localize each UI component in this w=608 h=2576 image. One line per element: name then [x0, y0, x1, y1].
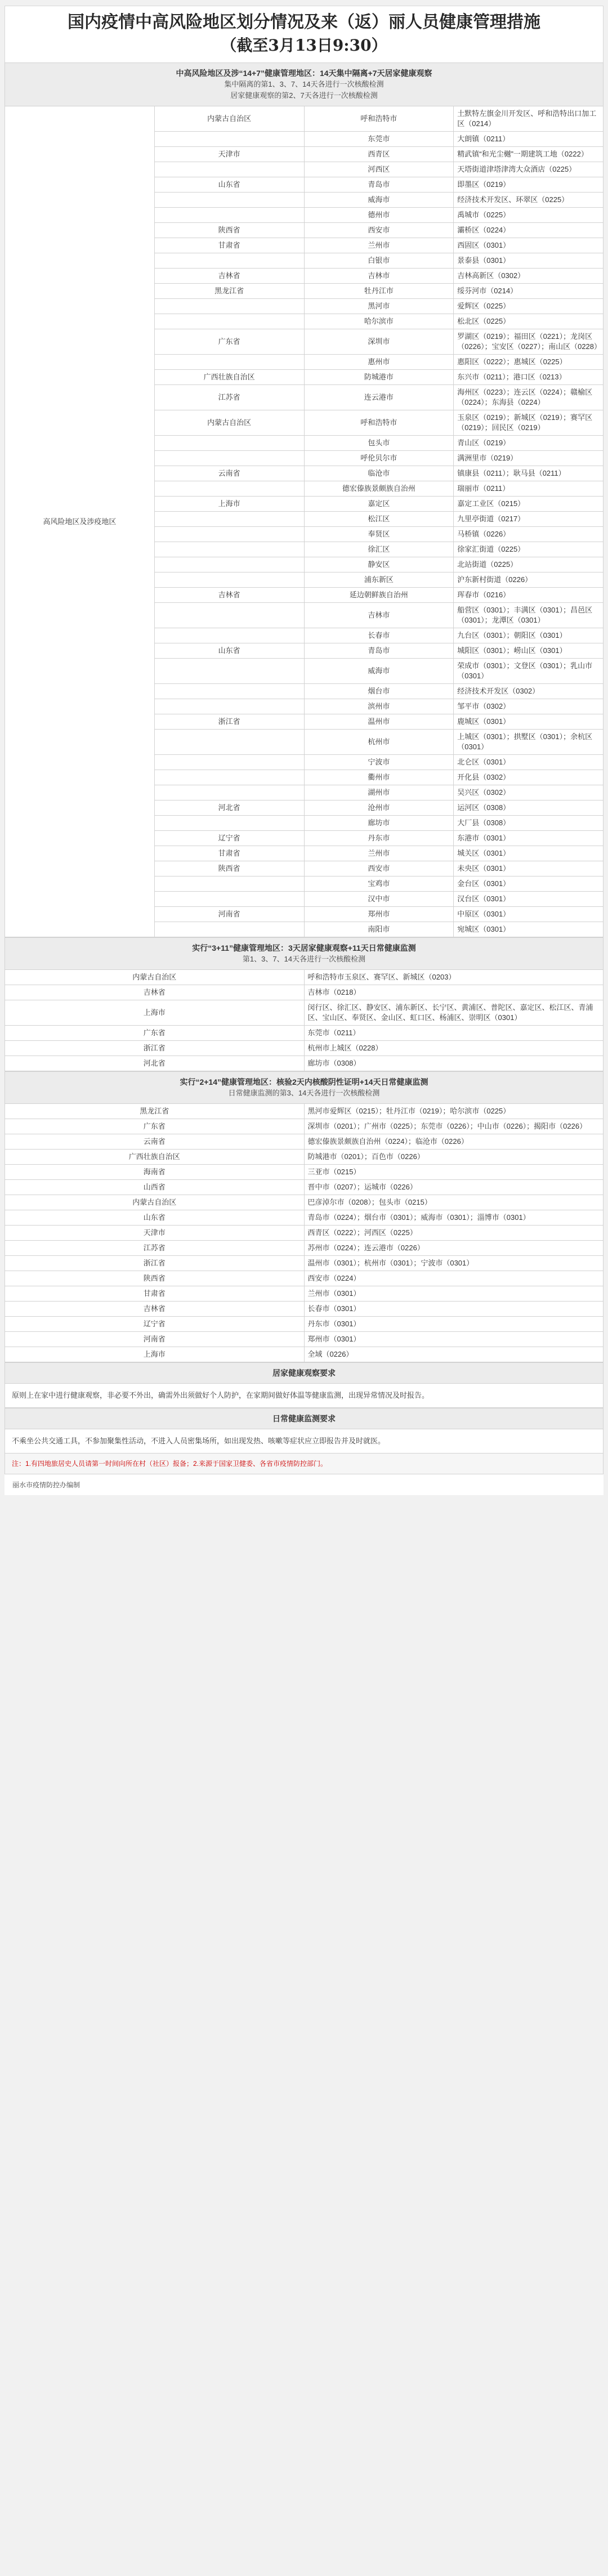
city-cell: 呼伦贝尔市 — [304, 451, 454, 466]
city-cell: 长春市 — [304, 628, 454, 643]
province-cell: 天津市 — [5, 1226, 305, 1241]
province-cell: 广东省 — [154, 329, 304, 355]
province-cell: 甘肃省 — [154, 846, 304, 861]
city-cell: 吉林市 — [304, 603, 454, 628]
district-cell: 景泰县（0301） — [454, 253, 603, 269]
district-cell: 爱辉区（0225） — [454, 299, 603, 314]
area-cell: 晋中市（0207）；运城市（0226） — [304, 1180, 603, 1195]
daily-monitoring-text: 不乘坐公共交通工具，不参加聚集性活动，不进入人员密集场所，如出现发热、咳嗽等症状应立即报告并及时就医。 — [5, 1429, 603, 1454]
province-cell: 广西壮族自治区 — [5, 1150, 305, 1165]
city-cell: 嘉定区 — [304, 497, 454, 512]
district-cell: 镇康县（0211）；耿马县（0211） — [454, 466, 603, 481]
city-cell: 防城港市 — [304, 370, 454, 385]
district-cell: 东港市（0301） — [454, 831, 603, 846]
home-observation-text: 原则上在家中进行健康观察，非必要不外出，确需外出须做好个人防护，在家期间做好体温等健康监测，出现异常情况及时报告。 — [5, 1384, 603, 1408]
table-row — [5, 1000, 603, 1026]
district-cell: 沪东新村街道（0226） — [454, 573, 603, 588]
district-cell: 天塔街道津塔津湾大众酒店（0225） — [454, 162, 603, 177]
city-cell: 徐汇区 — [304, 542, 454, 557]
city-cell: 包头市 — [304, 436, 454, 451]
area-cell: 全域（0226） — [304, 1347, 603, 1362]
province-cell: 云南省 — [154, 466, 304, 481]
province-cell: 山东省 — [154, 177, 304, 193]
district-cell: 精武镇“和光尘樾”一期建筑工地（0222） — [454, 147, 603, 162]
city-cell: 兰州市 — [304, 846, 454, 861]
city-cell: 衢州市 — [304, 770, 454, 785]
province-cell: 浙江省 — [5, 1256, 305, 1271]
section2-header: 实行“3+11”健康管理地区：3天居家健康观察+11天日常健康监测 第1、3、7、14天各进行一次核酸检测 — [5, 938, 603, 970]
city-cell: 湖州市 — [304, 785, 454, 800]
table-row — [5, 970, 603, 985]
province-cell: 广东省 — [5, 1119, 305, 1134]
province-cell: 河南省 — [5, 1332, 305, 1347]
city-cell: 威海市 — [304, 659, 454, 684]
table-row — [5, 1317, 603, 1332]
city-cell: 静安区 — [304, 557, 454, 573]
district-cell: 珲春市（0216） — [454, 588, 603, 603]
section3-header: 实行“2+14”健康管理地区：核验2天内核酸阴性证明+14天日常健康监测 日常健康监测的第3、14天各进行一次核酸检测 — [5, 1072, 603, 1104]
province-cell: 广西壮族自治区 — [154, 370, 304, 385]
district-cell: 玉泉区（0219）；新城区（0219）；赛罕区（0219）；回民区（0219） — [454, 410, 603, 436]
city-cell: 吉林市 — [304, 269, 454, 284]
province-cell — [154, 253, 304, 269]
table-row — [5, 1119, 603, 1134]
city-cell: 延边朝鲜族自治州 — [304, 588, 454, 603]
province-cell: 陕西省 — [5, 1271, 305, 1286]
home-observation-requirements — [5, 1362, 603, 1408]
area-cell: 兰州市（0301） — [304, 1286, 603, 1302]
document — [5, 6, 603, 1495]
table-row — [5, 1195, 603, 1210]
province-cell: 天津市 — [154, 147, 304, 162]
table-row — [5, 1347, 603, 1362]
province-cell: 浙江省 — [5, 1041, 305, 1056]
table-row — [5, 1180, 603, 1195]
title-line1: 国内疫情中高风险地区划分情况及来（返）丽人员健康管理措施 — [68, 12, 540, 32]
province-cell — [154, 659, 304, 684]
province-cell — [154, 557, 304, 573]
district-cell: 城阳区（0301）；崂山区（0301） — [454, 643, 603, 659]
group-label: 高风险地区及涉疫地区 — [5, 106, 155, 937]
district-cell: 吉林高新区（0302） — [454, 269, 603, 284]
province-cell: 辽宁省 — [5, 1317, 305, 1332]
title-line2: （截至3月13日9:30） — [221, 36, 387, 55]
daily-monitoring-header: 日常健康监测要求 — [5, 1408, 603, 1429]
province-cell — [154, 603, 304, 628]
district-cell: 上城区（0301）；拱墅区（0301）；余杭区（0301） — [454, 730, 603, 755]
area-cell: 呼和浩特市玉泉区、赛罕区、新城区（0203） — [304, 970, 603, 985]
province-cell: 江苏省 — [5, 1241, 305, 1256]
district-cell: 船营区（0301）；丰满区（0301）；昌邑区（0301）；龙潭区（0301） — [454, 603, 603, 628]
district-cell: 海州区（0223）；连云区（0224）；赣榆区（0224）；东海县（0224） — [454, 385, 603, 410]
province-cell: 上海市 — [154, 497, 304, 512]
city-cell: 青岛市 — [304, 643, 454, 659]
province-cell — [154, 355, 304, 370]
province-cell — [154, 527, 304, 542]
province-cell: 河北省 — [5, 1056, 305, 1071]
city-cell: 牡丹江市 — [304, 284, 454, 299]
district-cell: 鹿城区（0301） — [454, 714, 603, 730]
city-cell: 呼和浩特市 — [304, 410, 454, 436]
district-cell: 城关区（0301） — [454, 846, 603, 861]
province-cell — [154, 162, 304, 177]
daily-monitoring-requirements — [5, 1408, 603, 1474]
area-cell: 郑州市（0301） — [304, 1332, 603, 1347]
province-cell: 黑龙江省 — [5, 1104, 305, 1119]
city-cell: 松江区 — [304, 512, 454, 527]
area-cell: 吉林市（0218） — [304, 985, 603, 1000]
province-cell: 吉林省 — [5, 1302, 305, 1317]
province-cell — [154, 922, 304, 937]
district-cell: 汉台区（0301） — [454, 892, 603, 907]
district-cell: 禹城市（0225） — [454, 208, 603, 223]
province-cell: 内蒙古自治区 — [5, 970, 305, 985]
province-cell: 内蒙古自治区 — [154, 106, 304, 132]
city-cell: 温州市 — [304, 714, 454, 730]
province-cell: 山东省 — [5, 1210, 305, 1226]
district-cell: 荣成市（0301）；文登区（0301）；乳山市（0301） — [454, 659, 603, 684]
table-row — [5, 1241, 603, 1256]
province-cell: 山东省 — [154, 643, 304, 659]
district-cell: 经济技术开发区（0302） — [454, 684, 603, 699]
district-cell: 西固区（0301） — [454, 238, 603, 253]
province-cell: 甘肃省 — [5, 1286, 305, 1302]
home-observation-header: 居家健康观察要求 — [5, 1363, 603, 1384]
table-row — [5, 1041, 603, 1056]
area-cell: 三亚市（0215） — [304, 1165, 603, 1180]
district-cell: 邹平市（0302） — [454, 699, 603, 714]
province-cell — [154, 785, 304, 800]
area-cell: 苏州市（0224）；连云港市（0226） — [304, 1241, 603, 1256]
area-cell: 黑河市爱辉区（0215）；牡丹江市（0219）；哈尔滨市（0225） — [304, 1104, 603, 1119]
city-cell: 西安市 — [304, 861, 454, 876]
province-cell — [154, 314, 304, 329]
province-cell: 黑龙江省 — [154, 284, 304, 299]
district-cell: 九里亭街道（0217） — [454, 512, 603, 527]
province-cell: 海南省 — [5, 1165, 305, 1180]
city-cell: 呼和浩特市 — [304, 106, 454, 132]
area-cell: 防城港市（0201）；百色市（0226） — [304, 1150, 603, 1165]
table-row — [5, 1256, 603, 1271]
area-cell: 西安市（0224） — [304, 1271, 603, 1286]
table-row — [5, 1134, 603, 1150]
city-cell: 宝鸡市 — [304, 876, 454, 892]
district-cell: 马桥镇（0226） — [454, 527, 603, 542]
footer-source: 丽水市疫情防控办编制 — [12, 1481, 81, 1489]
city-cell: 青岛市 — [304, 177, 454, 193]
city-cell: 沧州市 — [304, 800, 454, 816]
city-cell: 南阳市 — [304, 922, 454, 937]
province-cell — [154, 208, 304, 223]
district-cell: 罗湖区（0219）；福田区（0221）；龙岗区（0226）；宝安区（0227）；南山区（0228） — [454, 329, 603, 355]
district-cell: 东兴市（0211）；港口区（0213） — [454, 370, 603, 385]
city-cell: 廊坊市 — [304, 816, 454, 831]
province-cell: 山西省 — [5, 1180, 305, 1195]
province-cell: 陕西省 — [154, 223, 304, 238]
city-cell: 德宏傣族景颇族自治州 — [304, 481, 454, 497]
province-cell — [154, 730, 304, 755]
district-cell: 松北区（0225） — [454, 314, 603, 329]
city-cell: 宁波市 — [304, 755, 454, 770]
province-cell — [154, 512, 304, 527]
district-cell: 灞桥区（0224） — [454, 223, 603, 238]
area-cell: 温州市（0301）；杭州市（0301）；宁波市（0301） — [304, 1256, 603, 1271]
city-cell: 黑河市 — [304, 299, 454, 314]
area-cell: 青岛市（0224）；烟台市（0301）；威海市（0301）；淄博市（0301） — [304, 1210, 603, 1226]
district-cell: 九台区（0301）；朝阳区（0301） — [454, 628, 603, 643]
province-cell: 江苏省 — [154, 385, 304, 410]
city-cell: 浦东新区 — [304, 573, 454, 588]
province-cell — [154, 132, 304, 147]
district-cell: 大朗镇（0211） — [454, 132, 603, 147]
table-row — [5, 1271, 603, 1286]
table-row — [5, 1226, 603, 1241]
province-cell: 浙江省 — [154, 714, 304, 730]
province-cell — [154, 542, 304, 557]
document-title — [5, 6, 603, 62]
province-cell: 广东省 — [5, 1026, 305, 1041]
table-row — [5, 106, 603, 132]
area-cell: 西青区（0222）；河西区（0225） — [304, 1226, 603, 1241]
table-row — [5, 1165, 603, 1180]
province-cell: 吉林省 — [154, 269, 304, 284]
area-cell: 巴彦淖尔市（0208）；包头市（0215） — [304, 1195, 603, 1210]
district-cell: 开化县（0302） — [454, 770, 603, 785]
district-cell: 北仑区（0301） — [454, 755, 603, 770]
city-cell: 白银市 — [304, 253, 454, 269]
province-cell: 甘肃省 — [154, 238, 304, 253]
section2-table — [5, 937, 603, 1071]
district-cell: 满洲里市（0219） — [454, 451, 603, 466]
city-cell: 滨州市 — [304, 699, 454, 714]
city-cell: 汉中市 — [304, 892, 454, 907]
province-cell: 上海市 — [5, 1000, 305, 1026]
city-cell: 威海市 — [304, 193, 454, 208]
table-row — [5, 1150, 603, 1165]
district-cell: 绥芬河市（0214） — [454, 284, 603, 299]
section1-table — [5, 62, 603, 937]
city-cell: 郑州市 — [304, 907, 454, 922]
table-row — [5, 1332, 603, 1347]
province-cell: 云南省 — [5, 1134, 305, 1150]
city-cell: 杭州市 — [304, 730, 454, 755]
city-cell: 烟台市 — [304, 684, 454, 699]
area-cell: 德宏傣族景颇族自治州（0224）；临沧市（0226） — [304, 1134, 603, 1150]
province-cell: 陕西省 — [154, 861, 304, 876]
province-cell — [154, 573, 304, 588]
district-cell: 即墨区（0219） — [454, 177, 603, 193]
city-cell: 深圳市 — [304, 329, 454, 355]
district-cell: 中原区（0301） — [454, 907, 603, 922]
district-cell: 嘉定工业区（0215） — [454, 497, 603, 512]
district-cell: 运河区（0308） — [454, 800, 603, 816]
district-cell: 惠阳区（0222）；惠城区（0225） — [454, 355, 603, 370]
province-cell: 吉林省 — [5, 985, 305, 1000]
city-cell: 德州市 — [304, 208, 454, 223]
table-row — [5, 1104, 603, 1119]
section3-table — [5, 1071, 603, 1362]
district-cell: 徐家汇街道（0225） — [454, 542, 603, 557]
area-cell: 东莞市（0211） — [304, 1026, 603, 1041]
province-cell — [154, 481, 304, 497]
city-cell: 丹东市 — [304, 831, 454, 846]
table-row — [5, 1056, 603, 1071]
city-cell: 西安市 — [304, 223, 454, 238]
province-cell — [154, 684, 304, 699]
province-cell — [154, 876, 304, 892]
province-cell — [154, 816, 304, 831]
area-cell: 廊坊市（0308） — [304, 1056, 603, 1071]
city-cell: 连云港市 — [304, 385, 454, 410]
district-cell: 未央区（0301） — [454, 861, 603, 876]
province-cell: 河南省 — [154, 907, 304, 922]
city-cell: 兰州市 — [304, 238, 454, 253]
province-cell — [154, 193, 304, 208]
province-cell — [154, 628, 304, 643]
city-cell: 惠州市 — [304, 355, 454, 370]
district-cell: 吴兴区（0302） — [454, 785, 603, 800]
table-row — [5, 1286, 603, 1302]
province-cell: 上海市 — [5, 1347, 305, 1362]
province-cell — [154, 755, 304, 770]
city-cell: 临沧市 — [304, 466, 454, 481]
table-row — [5, 985, 603, 1000]
district-cell: 经济技术开发区、环翠区（0225） — [454, 193, 603, 208]
province-cell — [154, 451, 304, 466]
table-row — [5, 1302, 603, 1317]
district-cell: 金台区（0301） — [454, 876, 603, 892]
district-cell: 青山区（0219） — [454, 436, 603, 451]
footnote: 注：1.有四地旅居史人员请第一时间向所在村（社区）报备；2.来源于国家卫健委、各省市疫情防控部门。 — [5, 1454, 603, 1474]
district-cell: 瑞丽市（0211） — [454, 481, 603, 497]
city-cell: 东莞市 — [304, 132, 454, 147]
district-cell: 北站街道（0225） — [454, 557, 603, 573]
province-cell — [154, 699, 304, 714]
area-cell: 长春市（0301） — [304, 1302, 603, 1317]
district-cell: 宛城区（0301） — [454, 922, 603, 937]
province-cell: 辽宁省 — [154, 831, 304, 846]
table-row — [5, 1026, 603, 1041]
district-cell: 大厂县（0308） — [454, 816, 603, 831]
province-cell — [154, 436, 304, 451]
province-cell — [154, 892, 304, 907]
table-row — [5, 1210, 603, 1226]
province-cell: 吉林省 — [154, 588, 304, 603]
city-cell: 奉贤区 — [304, 527, 454, 542]
province-cell: 内蒙古自治区 — [154, 410, 304, 436]
province-cell — [154, 299, 304, 314]
city-cell: 河西区 — [304, 162, 454, 177]
city-cell: 西青区 — [304, 147, 454, 162]
area-cell: 闵行区、徐汇区、静安区、浦东新区、长宁区、黄浦区、普陀区、嘉定区、松江区、青浦区、宝山区、奉贤区、金山区、虹口区、杨浦区、崇明区（0301） — [304, 1000, 603, 1026]
area-cell: 杭州市上城区（0228） — [304, 1041, 603, 1056]
area-cell: 深圳市（0201）；广州市（0225）；东莞市（0226）；中山市（0226）；揭阳市（0226） — [304, 1119, 603, 1134]
city-cell: 哈尔滨市 — [304, 314, 454, 329]
province-cell: 内蒙古自治区 — [5, 1195, 305, 1210]
area-cell: 丹东市（0301） — [304, 1317, 603, 1332]
province-cell — [154, 770, 304, 785]
district-cell: 土默特左旗金川开发区、呼和浩特出口加工区（0214） — [454, 106, 603, 132]
section1-header: 中高风险地区及涉“14+7”健康管理地区：14天集中隔离+7天居家健康观察 集中隔离的第1、3、7、14天各进行一次核酸检测 居家健康观察的第2、7天各进行一次核酸检测 — [5, 63, 603, 106]
province-cell: 河北省 — [154, 800, 304, 816]
